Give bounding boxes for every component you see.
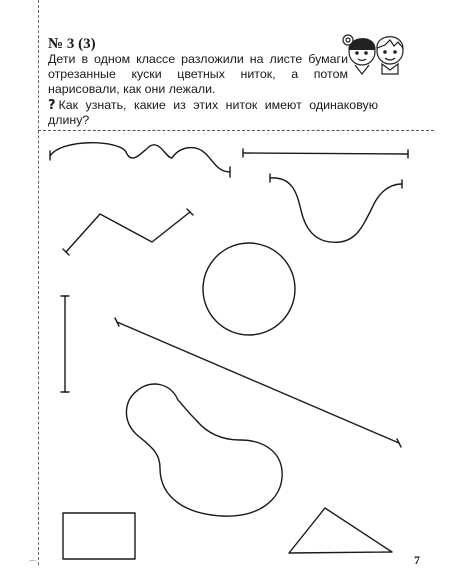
task-text: Дети в одном классе разложили на листе бумаги отрезанные куски цветных ниток, а потом нарисовали, как они лежали. — [48, 52, 348, 96]
question-text: Как узнать, какие из этих ниток имеют одинаковую длину? — [48, 98, 378, 127]
circle — [203, 243, 295, 335]
zigzag-thread — [66, 212, 190, 252]
triangle — [289, 508, 392, 553]
page-number: 7 — [414, 553, 420, 567]
long-horizontal-line — [243, 153, 408, 154]
u-shaped-thread — [270, 178, 402, 242]
wavy-thread — [50, 143, 230, 172]
rectangle — [63, 513, 135, 559]
corner-mark: ⌒ — [28, 560, 38, 570]
question-mark-icon: ? — [48, 98, 56, 113]
gourd-loop — [126, 384, 282, 516]
task-number: № 3 (3) — [48, 36, 96, 52]
long-diagonal-line — [117, 322, 399, 443]
